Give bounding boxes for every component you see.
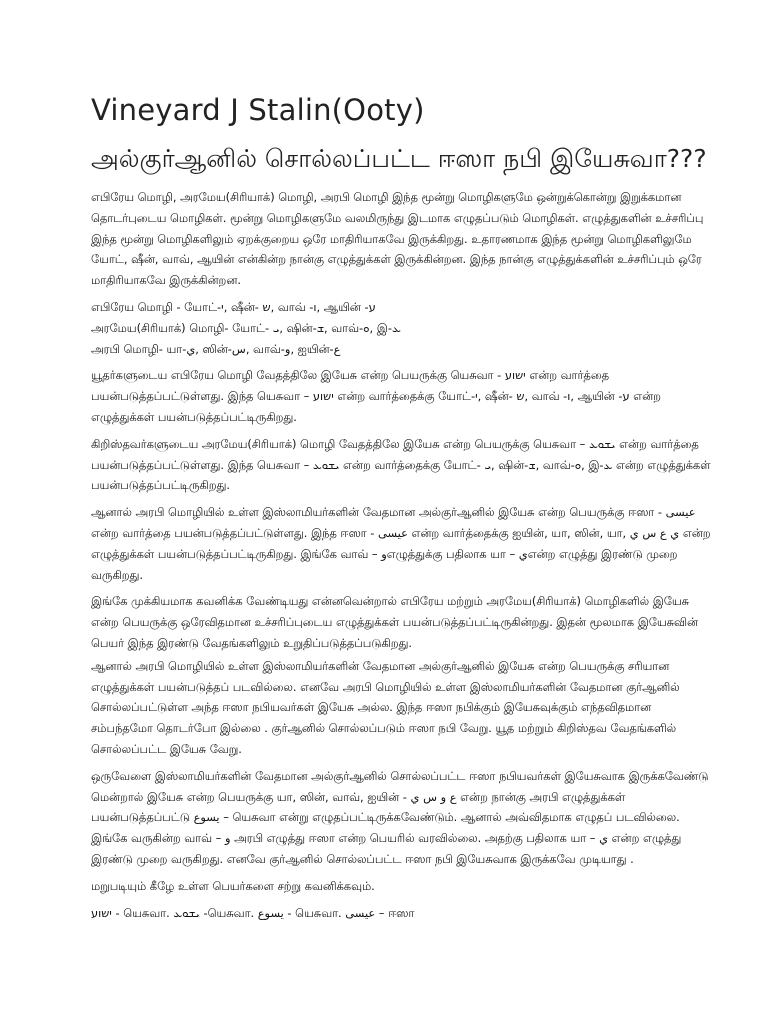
- paragraph-conclusion: ஆனால் அரபி மொழியில் உள்ள இஸ்லாமியர்களின் வேதமான அல்குர்ஆனில் இயேசு என்ற பெயருக்கு சரியான எழுத்துக்கள் பயன்படுத்தப் படவில்லை. எனவே அரபி மொழியில் உள்ள இஸ்லாமியர்களின் வேதமான குர்ஆனில் சொல்லப்பட்டுள்ள அந்த ஈஸா நபியவர்கள் இயேசு அல்ல. இந்த ஈஸா நபிக்கும் இயேசுவுக்கும் எந்தவிதமான சம்பந்தமோ தொடர்போ இல்லை . குர்ஆனில் சொல்லப்படும் ஈஸா நபி வேறு. யூத மற்றும் கிறிஸ்தவ வேதங்களில் சொல்லப்பட்ட இயேசு வேறு.: [91, 658, 680, 756]
- paragraph-aramaic: கிறிஸ்தவர்களுடைய அரமேய(சிரியாக்) மொழி வேதத்திலே இயேசு என்ற பெயருக்கு யெசுவா – ܝܫܘܥ என்ற வார்த்தை பயன்படுத்தப்பட்டுள்ளது. இந்த யெசுவா – ܝܫܘܥ என்ற வார்த்தைக்கு யோட்- ܝ, ஷின்-ܫ, வாவ்-ܘ, இ-ܥ என்ற எழுத்துக்கள் பயன்படுத்தப்பட்டிருகிறது.: [91, 436, 711, 493]
- letter-list-hebrew: எபிரேய மொழி - யோட்-י, ஷீன்- ש, வாவ் -ו, ஆயின் -ע: [91, 299, 376, 314]
- letter-list: [91, 297, 716, 359]
- paragraph-hebrew: யூதர்களுடைய எபிரேய மொழி வேதத்திலே இயேசு என்ற பெயருக்கு யெசுவா - ישוע என்ற வார்த்தை பயன்படுத்தப்பட்டுள்ளது. இந்த யெசுவா – ישוע என்ற வார்த்தைக்கு யோட்-י, ஷீன்- ש, வாவ் -ו, ஆயின் -ע என்ற எழுத்துக்கள் பயன்படுத்தப்பட்டிருகிறது.: [91, 368, 661, 424]
- author-heading: Vineyard J Stalin(Ooty): [91, 93, 425, 127]
- paragraph-intro: எபிரேய மொழி, அரமேய(சிரியாக்) மொழி, அரபி மொழி இந்த மூன்று மொழிகளுமே ஒன்றுக்கொன்று இறுக்கமான தொடர்புடைய மொழிகள். மூன்று மொழிகளுமே வலமிருந்து இடமாக எழுதப்படும் மொழிகள். எழுத்துகளின் உச்சரிப்பு இந்த மூன்று மொழிகளிலும் ஏறக்குறைய ஒரே மாதிரியாகவே இருக்கிறது. உதாரணமாக இந்த மூன்று மொழிகளிலுமே யோட், ஷீன், வாவ், ஆயின் என்கின்ற நான்கு எழுத்துக்கள் இருக்கின்றன. இந்த நான்கு எழுத்துக்களின் உச்சரிப்பும் ஒரே மாதிரியாகவே இருக்கின்றன.: [91, 190, 704, 288]
- paragraph-hypothesis: ஒருவேளை இஸ்லாமியர்களின் வேதமான அல்குர்ஆனில் சொல்லப்பட்ட ஈஸா நபியவர்கள் இயேசுவாக இருக்கவேண்டு மென்றால் இயேசு என்ற பெயருக்கு யா, ஸின், வாவ், ஐயின் - ع و س ي என்ற நான்கு அரபி எழுத்துக்கள் பயன்படுத்தப்பட்டு يسوع – யெசுவா என்று எழுதப்பட்டிருக்கவேண்டும். ஆனால் அவ்விதமாக எழுதப் படவில்லை. இங்கே வருகின்ற வாவ் – و அரபி எழுத்து ஈஸா என்ற பெயரில் வரவில்லை. அதற்கு பதிலாக யா – ي என்ற எழுத்து இரண்டு முறை வருகிறது. எனவே குர்ஆனில் சொல்லப்பட்ட ஈஸா நபி இயேசுவாக இருக்கவே முடியாது .: [91, 768, 709, 866]
- paragraph-note: மறுபடியும் கீழே உள்ள பெயர்களை சற்று கவனிக்கவும்.: [91, 878, 375, 893]
- paragraph-important: இங்கே முக்கியமாக கவனிக்க வேண்டியது என்னவென்றால் எபிரேய மற்றும் அரமேய(சிரியாக்) மொழிகளில் இயேசு என்ற பெயருக்கு ஒரேவிதமான உச்சரிப்புடைய எழுத்துக்கள் பயன்படுத்தப்பட்டிருகின்றது. இதன் மூலமாக இயேசுவின் பெயர் இந்த இரண்டு வேதங்களிலும் உறுதிப்படுத்தப்படுகிறது.: [91, 594, 699, 650]
- letter-list-arabic: அரபி மொழி- யா-ي, ஸின்-س, வாவ்-و, ஐயின்-ع: [91, 341, 341, 356]
- document-title: அல்குர்ஆனில் சொல்லப்பட்ட ஈஸா நபி இயேசுவா???: [91, 144, 707, 173]
- letter-list-aramaic: அரமேய(சிரியாக்) மொழி- யோட்- ܝ, ஷின்-ܫ, வாவ்-ܘ, இ-ܥ: [91, 320, 401, 335]
- paragraph-arabic: ஆனால் அரபி மொழியில் உள்ள இஸ்லாமியர்களின் வேதமான அல்குர்ஆனில் இயேசு என்ற பெயருக்கு ஈஸா - عيسى என்ற வார்த்தை பயன்படுத்தப்பட்டுள்ளது. இந்த ஈஸா - عيسى என்ற வார்த்தைக்கு ஐயின், யா, ஸின், யா, ي ع س ي என்ற எழுத்துக்கள் பயன்படுத்தப்பட்டிருகிறது. இங்கே வாவ் – وஎழுத்துக்கு பதிலாக யா – يஎன்ற எழுத்து இரண்டு முறை வருகிறது.: [91, 505, 711, 582]
- paragraph-names: ישוע - யெசுவா. ܝܫܘܥ -யெசுவா. يسوع - யெசுவா. عيسى – ஈஸா: [91, 905, 415, 920]
